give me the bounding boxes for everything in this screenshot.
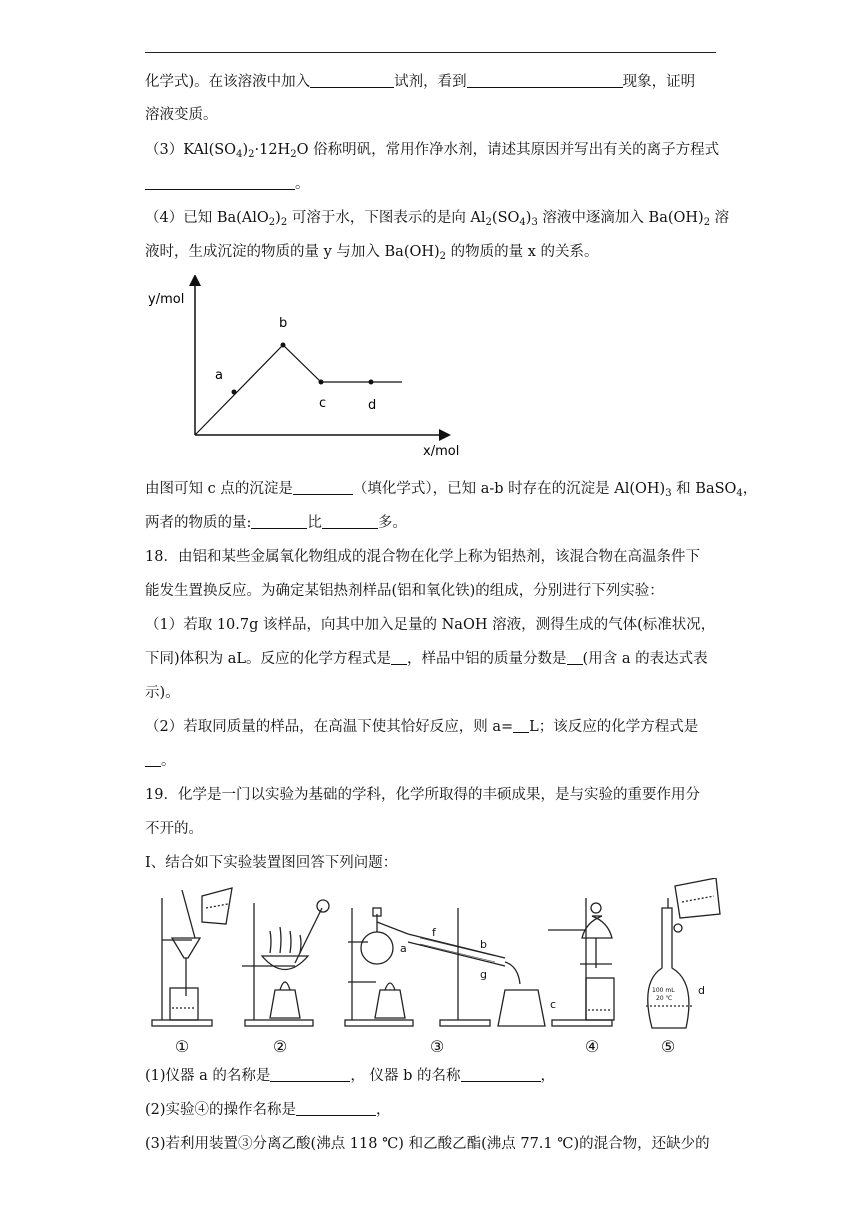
label-part-d: d — [698, 984, 705, 997]
answer-blank[interactable] — [296, 1101, 376, 1116]
apparatus-evaporation — [242, 900, 329, 1026]
apparatus-filtration — [152, 888, 232, 1026]
label-b: b — [279, 316, 288, 331]
label-3: ③ — [429, 1037, 445, 1056]
text-line: 。 — [145, 174, 310, 194]
top-rule — [145, 52, 716, 53]
answer-blank[interactable] — [513, 718, 529, 733]
text-line: 由图可知 c 点的沉淀是 （填化学式），已知 a-b 时存在的沉淀是 $Al(OH)_3$ 和 BaSO$_4$， — [145, 481, 758, 499]
label-part-a: a — [400, 942, 407, 955]
label-1: ① — [174, 1037, 190, 1056]
label-part-c: c — [550, 998, 557, 1011]
answer-blank[interactable] — [251, 514, 307, 529]
answer-blank[interactable] — [322, 514, 378, 529]
answer-blank[interactable] — [467, 73, 623, 88]
answer-blank[interactable] — [567, 650, 583, 665]
curve — [195, 345, 402, 435]
point-b — [281, 343, 286, 348]
label-4: ④ — [584, 1037, 600, 1056]
answer-blank[interactable] — [461, 1067, 541, 1082]
flask-volume: 100 mL — [652, 987, 675, 994]
point-d — [369, 380, 374, 385]
text-line: 下同)体积为 aL。反应的化学方程式是 ，样品中铝的质量分数是 (用含 a 的表达式表 — [145, 651, 708, 667]
label-a: a — [215, 368, 223, 383]
text-line: (1)仪器 a 的名称是 ， 仪器 b 的名称 ， — [145, 1068, 556, 1084]
flask-temp: 20 ℃ — [656, 995, 673, 1002]
x-axis-label: x/mol — [423, 444, 460, 459]
text-line: 。 — [145, 751, 176, 771]
label-5: ⑤ — [660, 1037, 676, 1056]
text-line: 不开的。 — [145, 821, 203, 837]
label-part-g: g — [480, 968, 487, 981]
text-line: (2)实验④的操作名称是 ， — [145, 1102, 391, 1118]
text-line: I、结合如下实验装置图回答下列问题： — [145, 855, 398, 871]
question-3: $(3)KAl(SO_4)_2\cdot 12H_2O$ 俗称明矾，常用作净水剂，请述其原因并写出有关的离子方程式 — [145, 142, 720, 160]
text-line: 示)。 — [145, 685, 180, 701]
question-18: 18．由铝和某些金属氧化物组成的混合物在化学上称为铝热剂，该混合物在高温条件下 — [145, 549, 700, 565]
apparatus-volumetric-flask — [646, 878, 720, 1028]
question-19: 19．化学是一门以实验为基础的学科，化学所取得的丰硕成果，是与实验的重要作用分 — [145, 787, 700, 803]
label-d: d — [368, 398, 377, 413]
label-part-b: b — [480, 938, 487, 951]
text-line: （1）若取 10.7g 该样品，向其中加入足量的 NaOH 溶液，测得生成的气体(标准状况， — [145, 617, 716, 633]
apparatus-distillation — [345, 908, 545, 1026]
apparatus-separating-funnel — [548, 898, 614, 1026]
question-4: （4）已知 $Ba(AlO_2)_2$ 可溶于水，下图表示的是向 $Al_2(SO_4)_3$ 溶液中逐滴加入 $Ba(OH)_2$ 溶 — [145, 210, 730, 228]
label-part-f: f — [432, 926, 436, 939]
text-line: 两者的物质的量: 比 多。 — [145, 515, 407, 531]
answer-blank[interactable] — [145, 752, 161, 767]
answer-blank[interactable] — [391, 650, 407, 665]
text-line: (3)若利用装置③分离乙酸(沸点 118 ℃) 和乙酸乙酯(沸点 77.1 ℃)的混合物，还缺少的 — [145, 1136, 710, 1152]
answer-blank[interactable] — [293, 480, 353, 495]
text-line: 能发生置换反应。为确定某铝热剂样品(铝和氧化铁)的组成，分别进行下列实验： — [145, 583, 664, 599]
answer-blank[interactable] — [270, 1067, 350, 1082]
point-c — [319, 380, 324, 385]
text-line: 液时，生成沉淀的物质的量 y 与加入 $Ba(OH)_2$ 的物质的量 x 的关系。 — [145, 244, 599, 262]
y-axis-label: y/mol — [148, 292, 185, 307]
label-2: ② — [272, 1037, 288, 1056]
text-line: （2）若取同质量的样品，在高温下使其恰好反应，则 a= L；该反应的化学方程式是 — [145, 719, 699, 735]
precipitate-graph — [140, 275, 470, 465]
label-c: c — [319, 396, 327, 411]
apparatus-figure — [140, 878, 730, 1058]
answer-blank[interactable] — [145, 175, 295, 190]
text-line: 化学式)。在该溶液中加入 试剂，看到 现象，证明 — [145, 74, 696, 90]
answer-blank[interactable] — [310, 73, 394, 88]
point-a — [232, 390, 237, 395]
text-line: 溶液变质。 — [145, 107, 218, 123]
